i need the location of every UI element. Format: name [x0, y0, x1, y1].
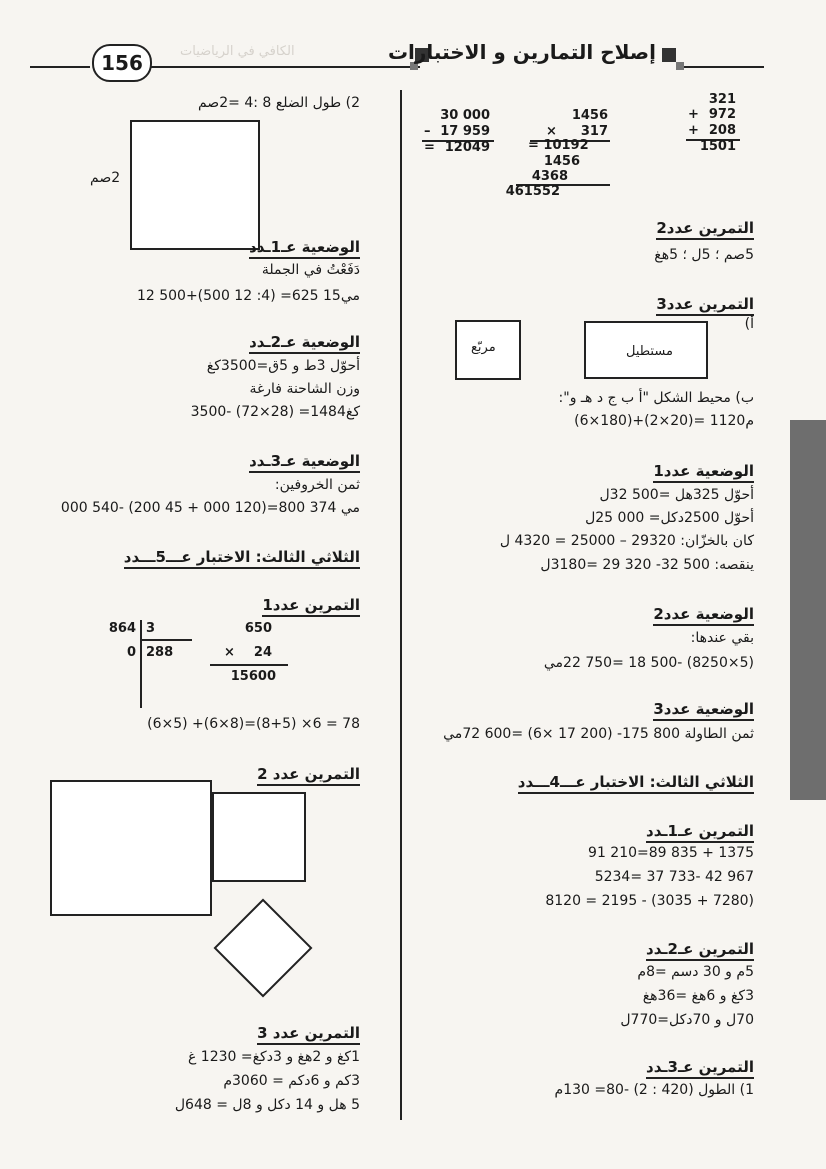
add-result: 1501 [699, 139, 736, 154]
left-sit2-line-3: 3500- (72×28) =1484كغ [190, 404, 360, 420]
right-t4ex2-line-3: 70ل و 70دكل=770ل [620, 1012, 754, 1028]
right-sit1-line-1: أحوّل 325هل =500 32ل [599, 487, 754, 503]
page-title: إصلاح التمارين و الاختبارات [387, 40, 656, 64]
right-t4ex1-line-3: 8120 = 2195 - (3035 + 7280) [545, 893, 754, 909]
sub-a: 30 000 [440, 108, 490, 123]
right-sit3-title: الوضعية عدد3 [653, 700, 754, 721]
sub-result: 12049 [444, 140, 490, 155]
left-ex3-line-1: 1كغ و 2هغ و 3دكغ= 1230 غ [187, 1049, 360, 1065]
header-square-icon-right-small [676, 62, 684, 70]
header-square-icon-right [662, 48, 676, 62]
sub-b: 17 959 [440, 124, 490, 139]
left-ex3-title: التمرين عدد 3 [257, 1024, 360, 1045]
mul-partial-3: 4368 [531, 169, 568, 184]
div-remainder: 0 [126, 645, 136, 660]
right-sit3-line-1: ثمن الطاولة 800 175- (200 17 ×6) =600 72مي [443, 726, 754, 742]
left-sit3-line-2: 000 540- (200 45 + 000 120)=800 374 مي [60, 500, 360, 516]
left-sit2-line-2: وزن الشاحنة فارغة [249, 381, 360, 397]
left-sit1-title: الوضعية عـ1ـدد [249, 238, 360, 259]
sub-op: – [424, 124, 431, 139]
right-ex2-title: التمرين عدد2 [656, 219, 754, 240]
left-top-line: 2) طول الضلع 8 :4 =2صم [197, 95, 360, 111]
left-sit1-line-2: 12 500+(500 12 :4) =625 15مي [136, 288, 360, 304]
add-op-2: + [688, 123, 699, 138]
left-ex3-line-3: 5 هل و 14 دكل و 8ل = 648ل [174, 1097, 360, 1113]
sub-eq: = [424, 140, 435, 155]
left-square-label: 2صم [90, 170, 121, 186]
right-t4ex3-title: التمرين عـ3ـدد [646, 1058, 754, 1079]
right-sit1-line-3: كان بالخزّان: 29320 – 25000 = 4320 ل [499, 533, 754, 549]
header-rule-left [30, 66, 90, 68]
mul-b: 317 [580, 124, 608, 139]
right-t4ex1-line-2: 5234= 37 733- 42 967 [594, 869, 754, 885]
left-mul-result: 15600 [230, 669, 276, 684]
left-sit2-title: الوضعية عـ2ـدد [249, 333, 360, 354]
left-mul-op: × [224, 645, 235, 660]
add-c: 208 [708, 123, 736, 138]
right-ex2-line: 5صم ؛ 5ل ؛ 5هغ [654, 247, 754, 263]
right-sit2-line-1: بقي عندها: [690, 630, 754, 646]
left-ex2-small-square [212, 792, 306, 882]
right-t4ex1-title: التمرين عـ1ـدد [646, 822, 754, 843]
right-ex3-a: أ) [744, 316, 754, 332]
div-vline [140, 620, 142, 708]
left-ex2-title: التمرين عدد 2 [257, 765, 360, 786]
right-sit1-line-2: أحوّل 2500دكل= 000 25ل [585, 510, 754, 526]
mul-a: 1456 [571, 108, 608, 123]
left-sit3-title: الوضعية عـ3ـدد [249, 452, 360, 473]
left-sit2-line-1: أحوّل 3ط و 5ق=3500كغ [206, 358, 360, 374]
right-t4ex3-line-1: 1) الطول (420 : 2) -80= 130م [554, 1082, 754, 1098]
left-ex2-rotated-square [214, 899, 313, 998]
div-quotient: 288 [146, 645, 174, 660]
left-ex1-line: (6×5) +(6×8)=(8+5) ×6 = 78 [147, 716, 360, 732]
page-number-badge [92, 44, 152, 82]
left-mul-b: 24 [253, 645, 272, 660]
right-ex3-title: التمرين عدد3 [656, 295, 754, 316]
header-rule-mid [150, 66, 420, 68]
right-t4ex1-line-1: 91 210=89 835 + 1375 [588, 845, 754, 861]
left-mul-rule [210, 664, 288, 666]
square-label: مربّع [471, 340, 496, 355]
add-b: 972 [708, 107, 736, 122]
left-ex2-large-square [50, 780, 212, 916]
left-test5-title: الثلاثي الثالث: الاختبار عـــ5ـــدد [124, 548, 360, 569]
right-test4-title: الثلاثي الثالث: الاختبار عـــ4ـــدد [518, 773, 754, 794]
rectangle-label: مستطيل [626, 344, 673, 359]
header-ghost-text: الكافي في الرياضيات [180, 44, 295, 59]
left-square-shape [130, 120, 260, 250]
add-a: 321 [708, 92, 736, 107]
side-tab [790, 420, 826, 800]
left-ex1-title: التمرين عدد1 [262, 596, 360, 617]
header-rule-right [684, 66, 764, 68]
page-number: 156 [101, 51, 143, 75]
right-t4ex2-line-1: 5م و 30 دسم =8م [637, 964, 754, 980]
right-sit2-title: الوضعية عدد2 [653, 605, 754, 626]
right-ex3-b: ب) محيط الشكل "أ ب ج د هـ و": [558, 390, 754, 406]
div-hline [140, 639, 192, 641]
column-divider [400, 90, 402, 1120]
mul-result: 461552 [505, 184, 560, 199]
left-ex3-line-2: 3كم و 6دكم = 3060م [223, 1073, 360, 1089]
left-mul-a: 650 [244, 621, 272, 636]
mul-partial-1: = 10192 [528, 138, 589, 153]
right-sit1-line-4: ينقصه: 500 32- 320 29 =3180ل [540, 557, 754, 573]
right-sit2-line-2: (5×8250) -500 18 =750 22مي [543, 655, 754, 671]
right-ex3-b-result: (6×180)+(2×20)= 1120م [574, 413, 754, 429]
right-t4ex2-title: التمرين عـ2ـدد [646, 940, 754, 961]
mul-op: × [546, 124, 557, 139]
shape-rectangle [584, 321, 708, 379]
mul-partial-2: 1456 [543, 154, 580, 169]
add-op-1: + [688, 107, 699, 122]
div-divisor: 3 [146, 621, 156, 636]
div-dividend: 864 [108, 621, 136, 636]
shape-square [455, 320, 521, 380]
right-t4ex2-line-2: 3كغ و 6هغ =36هغ [642, 988, 754, 1004]
right-sit1-title: الوضعية عدد1 [653, 462, 754, 483]
left-sit3-line-1: ثمن الخروفين: [274, 477, 360, 493]
left-sit1-line-1: دَفَعْتُ في الجملة [261, 262, 360, 278]
